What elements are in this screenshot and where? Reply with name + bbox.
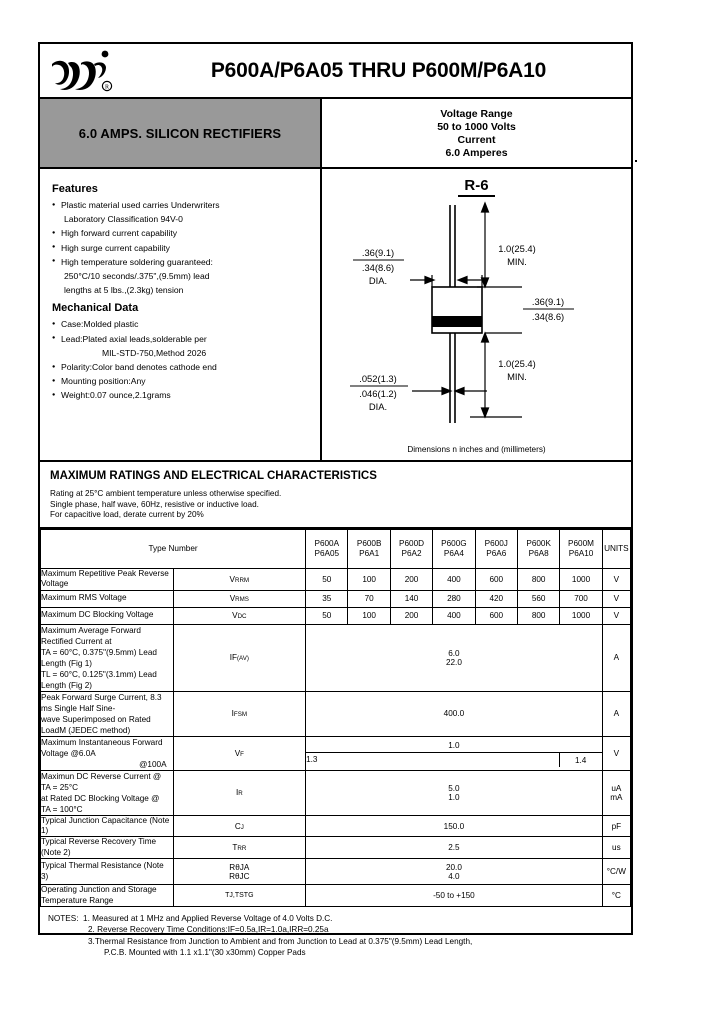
mechanical-item-polarity: ● Polarity:Color band denotes cathode end (52, 360, 314, 374)
row-trr-symbol (173, 837, 306, 859)
dim-lead-dia-top: .052(1.3) (359, 373, 397, 384)
header-col-4 (475, 529, 517, 568)
row-vrms-v1: 70 (348, 590, 390, 607)
dim-lead-len-bot-min: MIN. (507, 371, 527, 382)
row-vrrm-unit: V (602, 568, 630, 590)
row-vf-symbol-main: V (234, 748, 241, 758)
header-col-2-bottom: P6A2 (401, 548, 422, 558)
notes-block (40, 907, 631, 959)
table-row-rth (41, 859, 631, 885)
row-ifav-value-stack (306, 649, 602, 667)
row-ifav-symbol (173, 624, 306, 691)
row-rth-symbol (173, 859, 306, 885)
row-rth-symbol-top: RθJA (229, 862, 250, 872)
table-row-ir (41, 770, 631, 815)
ratings-subtitle-2: Single phase, half wave, 60Hz, resistive or inductive load. (50, 499, 259, 509)
print-artifact-dot (635, 160, 637, 162)
row-vf-value-bottom-left: 1.3 (306, 753, 559, 767)
row-ir-value-top: 5.0 (448, 783, 460, 793)
row-vdc-v6: 1000 (560, 607, 602, 624)
row-vf-bottom-table (306, 753, 602, 767)
table-row-vrms (41, 590, 631, 607)
row-ir-param-line1 (41, 771, 173, 793)
row-tj-param: Operating Junction and Storage Temperature Range (41, 885, 174, 907)
row-ifsm-unit: A (602, 691, 630, 736)
header-col-2-top: P600D (399, 539, 425, 549)
row-vrrm-symbol-sub: RRM (235, 576, 250, 584)
row-vrms-v2: 140 (390, 590, 432, 607)
row-vrrm-v4: 600 (475, 568, 517, 590)
row-ir-param-line1-text: Maximun DC Reverse Current @ (41, 771, 162, 781)
header-col-1-top: P600B (356, 539, 382, 549)
ratings-title: MAXIMUM RATINGS AND ELECTRICAL CHARACTERISTICS (50, 470, 377, 482)
row-ifav-param-line2: TA = 60°C, 0.375"(9.5mm) Lead Length (Fig 1) (41, 647, 157, 668)
row-vf-param (41, 736, 174, 770)
row-ir-symbol (173, 770, 306, 815)
row-ir-value-bottom: 1.0 (448, 792, 460, 802)
row-vrms-v0: 35 (306, 590, 348, 607)
dim-lead-dia-label: DIA. (368, 401, 388, 412)
row-ir-temp-1: TA = 25°C (41, 782, 79, 792)
feature-item-plastic-line2: Laboratory Classification 94V-0 (64, 214, 183, 225)
row-ifsm-symbol-sub: FSM (233, 711, 247, 719)
row-ir-param-line2 (41, 793, 173, 815)
row-trr-symbol-main: T (232, 843, 238, 853)
row-ir-param (41, 770, 174, 815)
dim-lead-len-bot: 1.0(25.4) (498, 358, 536, 369)
row-rth-values (306, 859, 603, 885)
row-vdc-v4: 600 (475, 607, 517, 624)
ratings-subtitle-1: Rating at 25°C ambient temperature unless otherwise specified. (50, 489, 282, 498)
table-row-vdc (41, 607, 631, 624)
header-col-6 (560, 529, 602, 568)
package-type-title (322, 177, 631, 194)
table-row-tj (41, 885, 631, 907)
row-vrms-v5: 560 (517, 590, 559, 607)
row-vrrm-v2: 200 (390, 568, 432, 590)
header-col-5 (517, 529, 559, 568)
product-banner (40, 99, 322, 167)
row-vf-symbol (173, 736, 306, 770)
row-vrrm-symbol-main: V (229, 574, 235, 584)
row-rth-symbol-bottom: RθJC (229, 871, 250, 881)
header-type-number: Type Number (41, 529, 306, 568)
row-vdc-param: Maximum DC Blocking Voltage (41, 607, 174, 624)
row-trr-value: 2.5 (306, 837, 603, 859)
package-type-label: R-6 (458, 177, 494, 197)
row-ifav-symbol-sub: (AV) (237, 655, 249, 663)
row-rth-value-bottom: 4.0 (448, 871, 460, 881)
row-vrms-symbol-main: V (229, 594, 236, 604)
row-vrms-symbol (173, 590, 306, 607)
row-vrms-v4: 420 (475, 590, 517, 607)
product-banner-row (40, 99, 631, 169)
row-vrms-v3: 280 (433, 590, 475, 607)
row-vdc-v1: 100 (348, 607, 390, 624)
header-col-0 (306, 529, 348, 568)
row-vdc-v5: 800 (517, 607, 559, 624)
dim-body-dia-top: .36(9.1) (361, 247, 395, 258)
voltage-range-line-3: Current (457, 133, 496, 146)
header-col-5-bottom: P6A8 (528, 548, 549, 558)
row-vf-symbol-sub: F (240, 750, 244, 758)
voltage-range-line-4: 6.0 Amperes (445, 146, 508, 159)
row-vf-value-bottom-right: 1.4 (574, 755, 587, 765)
table-row-ifav (41, 624, 631, 691)
voltage-range-line-1: Voltage Range (440, 107, 513, 120)
row-rth-param: Typical Thermal Resistance (Note 3) (41, 859, 174, 885)
table-row-vrrm (41, 568, 631, 590)
row-cj-symbol-main: C (234, 821, 241, 831)
notes-label: NOTES: (48, 914, 79, 924)
row-vdc-symbol-sub: DC (237, 613, 247, 621)
row-cj-symbol (173, 815, 306, 837)
note-line-1 (48, 913, 631, 924)
feature-item-soldering: ● High temperature soldering guaranteed: (52, 255, 314, 269)
row-vdc-v0: 50 (306, 607, 348, 624)
row-trr-unit: us (602, 837, 630, 859)
row-ifav-symbol-main: IF (229, 653, 237, 663)
voltage-range-line-2: 50 to 1000 Volts (437, 120, 516, 133)
table-row-cj (41, 815, 631, 837)
dim-body-len-top: .36(9.1) (531, 296, 565, 307)
package-drawing-column (322, 169, 631, 460)
logo-cell (40, 44, 140, 97)
row-rth-value-top: 20.0 (445, 862, 462, 872)
row-tj-symbol: TJ,TSTG (173, 885, 306, 907)
row-ifsm-symbol (173, 691, 306, 736)
feature-solder-line3: lengths at 5 lbs.,(2.3kg) tension (64, 285, 184, 296)
row-ir-unit-bottom: mA (610, 792, 623, 802)
row-ifav-param (41, 624, 174, 691)
mechanical-item-lead: ● Lead:Plated axial leads,solderable per (52, 332, 314, 346)
header-col-4-top: P600J (484, 539, 508, 549)
title-band (40, 44, 631, 99)
row-ifsm-value: 400.0 (306, 691, 603, 736)
row-vf-param-line2: @100A (139, 759, 167, 769)
row-vrrm-param: Maximum Repetitive Peak Reverse Voltage (41, 568, 174, 590)
row-trr-symbol-sub: RR (237, 845, 247, 853)
header-col-3-top: P600G (441, 539, 467, 549)
row-cj-symbol-sub: J (240, 823, 244, 831)
dimension-units-note: Dimensions n inches and (millimeters) (407, 445, 546, 454)
page-title: P600A/P6A05 THRU P600M/P6A10 (210, 58, 547, 82)
note-line-4: P.C.B. Mounted with 1.1 x1.1"(30 x30mm) Copper Pads (104, 948, 306, 958)
row-vrrm-v6: 1000 (560, 568, 602, 590)
row-vrrm-symbol (173, 568, 306, 590)
features-and-drawing-row (40, 169, 631, 462)
dim-lead-len-top-min: MIN. (507, 256, 527, 267)
header-col-1 (348, 529, 390, 568)
cathode-band (432, 316, 482, 327)
header-col-2 (390, 529, 432, 568)
note-line-2: 2. Reverse Recovery Time Conditions:IF=0.5a,IR=1.0a,IRR=0.25a (88, 925, 329, 935)
features-heading: Features (52, 183, 98, 195)
dim-body-dia-bot: .34(8.6) (361, 262, 395, 273)
row-ir-unit-top: uA (611, 783, 622, 793)
header-col-3 (433, 529, 475, 568)
note-line-3: 3.Thermal Resistance from Junction to Ambient and from Junction to Lead at 0.375"(9.5mm) Lead Length, (88, 936, 473, 946)
row-vrrm-v5: 800 (517, 568, 559, 590)
features-column (40, 169, 322, 460)
row-cj-value: 150.0 (306, 815, 603, 837)
table-row-ifsm (41, 691, 631, 736)
characteristics-table (40, 529, 631, 907)
row-ifsm-symbol-main: I (231, 709, 234, 719)
row-tj-unit: °C (602, 885, 630, 907)
row-ir-units (602, 770, 630, 815)
dim-lead-dia-bot: .046(1.2) (359, 388, 397, 399)
row-vrms-param: Maximum RMS Voltage (41, 590, 174, 607)
row-trr-param: Typical Reverse Recovery Time (Note 2) (41, 837, 174, 859)
svg-text:R: R (104, 84, 110, 91)
table-row-trr (41, 837, 631, 859)
ratings-subtitle-3: For capacitive load, derate current by 20% (50, 510, 204, 520)
datasheet-page (38, 42, 633, 958)
dim-lead-len-top: 1.0(25.4) (498, 243, 536, 254)
row-vdc-v3: 400 (433, 607, 475, 624)
header-units: UNITS (602, 529, 630, 568)
row-ifav-values (306, 624, 603, 691)
row-ifav-param-line3: TL = 60°C, 0.125"(3.1mm) Lead Length (Fig 2) (41, 669, 157, 690)
header-col-6-top: P600M (568, 539, 594, 549)
row-vdc-symbol-main: V (232, 611, 238, 621)
mechanical-item-case: ● Case:Molded plastic (52, 317, 314, 331)
row-vrrm-v0: 50 (306, 568, 348, 590)
feature-solder-line2: 250°C/10 seconds/.375",(9.5mm) lead (64, 271, 210, 282)
row-vrrm-v1: 100 (348, 568, 390, 590)
voltage-range-block (322, 99, 631, 167)
dim-body-dia-label: DIA. (368, 275, 388, 286)
row-ifav-value-bottom: 22.0 (445, 657, 462, 667)
row-ifsm-param-line2: wave Superimposed on Rated LoadM (JEDEC method) (41, 714, 151, 735)
row-vf-value-group (306, 736, 603, 770)
row-ifav-param-line1: Maximum Average Forward Rectified Current at (41, 625, 141, 646)
table-header-row (41, 529, 631, 568)
note-1-text: 1. Measured at 1 MHz and Applied Reverse Voltage of 4.0 Volts D.C. (83, 914, 333, 924)
row-rth-unit: °C/W (602, 859, 630, 885)
row-ifsm-param-line1: Peak Forward Surge Current, 8.3 ms Single Half Sine- (41, 692, 162, 713)
row-ifav-unit: A (602, 624, 630, 691)
row-ir-symbol-sub: R (238, 790, 243, 798)
feature-item-forward-current: ● High forward current capability (52, 226, 314, 240)
row-cj-unit: pF (602, 815, 630, 837)
row-tj-value: -50 to +150 (306, 885, 603, 907)
row-vrms-symbol-sub: RMS (235, 596, 249, 604)
row-cj-param: Typical Junction Capacitance (Note 1) (41, 815, 174, 837)
yj-script-logo-icon (48, 50, 132, 94)
row-ir-symbol-main: I (235, 788, 239, 798)
feature-item-surge-current: ● High surge current capability (52, 241, 314, 255)
ratings-heading-block (40, 462, 631, 529)
product-banner-label: 6.0 AMPS. SILICON RECTIFIERS (78, 125, 282, 141)
row-vf-param-line1: Maximum Instantaneous Forward Voltage @6.0A (41, 737, 163, 758)
row-vrms-unit: V (602, 590, 630, 607)
header-col-3-bottom: P6A4 (443, 548, 464, 558)
mechanical-item-mounting: ● Mounting position:Any (52, 374, 314, 388)
feature-item-plastic: ● Plastic material used carries Underwriters (52, 198, 314, 212)
row-ir-values (306, 770, 603, 815)
mechanical-lead-standard: MIL-STD-750,Method 2026 (102, 347, 207, 358)
row-ir-param-line2-text: at Rated DC Blocking Voltage @ (41, 793, 160, 803)
mechanical-item-weight: ● Weight:0.07 ounce,2.1grams (52, 388, 314, 402)
row-vrms-v6: 700 (560, 590, 602, 607)
header-col-6-bottom: P6A10 (568, 548, 594, 558)
header-col-0-top: P600A (314, 539, 340, 549)
header-col-4-bottom: P6A6 (486, 548, 507, 558)
package-drawing (322, 195, 631, 435)
row-ifsm-param (41, 691, 174, 736)
row-ir-temp-2: TA = 100°C (41, 804, 83, 814)
table-row-vf (41, 736, 631, 770)
header-col-1-bottom: P6A1 (359, 548, 380, 558)
row-vdc-v2: 200 (390, 607, 432, 624)
row-vdc-unit: V (602, 607, 630, 624)
header-col-5-top: P600K (526, 539, 551, 549)
row-vf-unit: V (602, 736, 630, 770)
header-col-0-bottom: P6A05 (314, 548, 340, 558)
row-vrrm-v3: 400 (433, 568, 475, 590)
dim-body-len-bot: .34(8.6) (531, 311, 565, 322)
mechanical-heading: Mechanical Data (52, 302, 139, 315)
row-vf-value-top: 1.0 (306, 739, 602, 753)
row-vdc-symbol (173, 607, 306, 624)
package-outline-svg (322, 195, 631, 435)
row-ifav-value-top: 6.0 (448, 648, 460, 658)
